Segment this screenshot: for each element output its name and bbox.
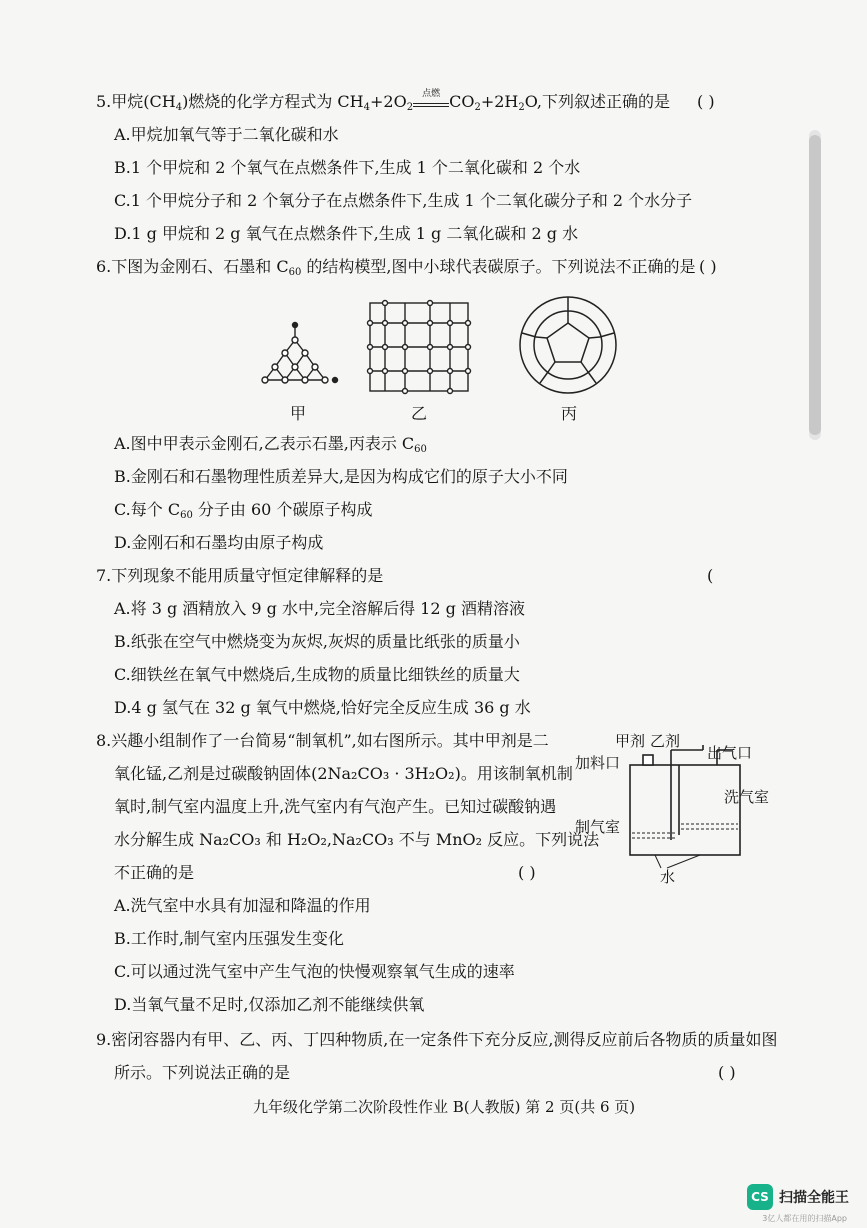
q6-answer-bracket[interactable]: ( )	[699, 257, 717, 276]
label-chuqikou: 出气口	[707, 744, 753, 762]
q6-stem-sub: 60	[288, 267, 302, 278]
q8-option-b: B.工作时,制气室内压强发生变化	[114, 929, 344, 948]
label-xiqishi: 洗气室	[724, 788, 770, 806]
q5-sub2-a: 2	[406, 102, 414, 113]
q6-option-c-text-a: C.每个 C	[114, 500, 181, 519]
q6-option-a-text: A.图中甲表示金刚石,乙表示石墨,丙表示 C	[114, 434, 415, 453]
q8-line-5: 不正确的是	[114, 863, 195, 882]
figure-label-yi: 乙	[411, 404, 428, 423]
q8-line-4: 水分解生成 Na₂CO₃ 和 H₂O₂,Na₂CO₃ 不与 MnO₂ 反应。下列说法	[114, 830, 600, 849]
watermark-tagline: 3亿人都在用的扫描App	[762, 1214, 847, 1223]
q5-product2: +2H	[480, 92, 519, 111]
scrollbar-thumb[interactable]	[809, 135, 821, 435]
reaction-condition: 点燃	[422, 89, 441, 99]
carbon-structures-figure	[250, 295, 620, 400]
q6-option-a	[114, 433, 427, 461]
q6-stem	[96, 256, 696, 284]
q7-stem: 7.下列现象不能用质量守恒定律解释的是	[96, 566, 384, 585]
figure-label-jia: 甲	[290, 404, 307, 423]
q8-line-2: 氧化锰,乙剂是过碳酸钠固体(2Na₂CO₃ · 3H₂O₂)。用该制氧机制	[114, 764, 573, 783]
q5-stem	[96, 91, 670, 119]
q9-answer-bracket[interactable]: ( )	[718, 1063, 736, 1082]
q6-option-c-text-b: 分子由 60 个碳原子构成	[192, 500, 373, 519]
q5-sub2-b: 2	[474, 102, 481, 113]
label-yiji: 乙剂	[650, 732, 681, 750]
q6-option-c-sub: 60	[180, 510, 193, 521]
q5-mid1: )燃烧的化学方程式为 CH	[182, 92, 364, 111]
q5-option-d: D.1 g 甲烷和 2 g 氧气在点燃条件下,生成 1 g 二氧化碳和 2 g 水	[114, 224, 579, 243]
q8-option-a: A.洗气室中水具有加湿和降温的作用	[114, 896, 371, 915]
q5-tail: O,下列叙述正确的是	[524, 92, 671, 111]
q6-stem-b: 的结构模型,图中小球代表碳原子。下列说法不正确的是	[301, 257, 696, 276]
q5-option-c: C.1 个甲烷分子和 2 个氧分子在点燃条件下,生成 1 个二氧化碳分子和 2 个水分子	[114, 191, 693, 210]
q7-answer-bracket[interactable]: (	[707, 566, 714, 585]
q7-option-c: C.细铁丝在氧气中燃烧后,生成物的质量比细铁丝的质量大	[114, 665, 520, 684]
figure-label-bing: 丙	[561, 404, 578, 423]
graphite-model	[368, 301, 471, 394]
q5-sub4-a: 4	[175, 102, 183, 113]
q8-option-d: D.当氧气量不足时,仅添加乙剂不能继续供氧	[114, 995, 425, 1014]
q7-option-b: B.纸张在空气中燃烧变为灰烬,灰烬的质量比纸张的质量小	[114, 632, 520, 651]
q5-sub2-c: 2	[518, 102, 525, 113]
q5-product1: CO	[449, 92, 475, 111]
page-footer: 九年级化学第二次阶段性作业 B(人教版) 第 2 页(共 6 页)	[253, 1098, 636, 1116]
q7-option-d: D.4 g 氢气在 32 g 氧气中燃烧,恰好完全反应生成 36 g 水	[114, 698, 531, 717]
q6-option-c	[114, 499, 372, 527]
q8-line-1: 8.兴趣小组制作了一台简易“制氧机”,如右图所示。其中甲剂是二	[96, 731, 549, 750]
q5-option-b: B.1 个甲烷和 2 个氧气在点燃条件下,生成 1 个二氧化碳和 2 个水	[114, 158, 581, 177]
watermark-app-name: 扫描全能王	[779, 1190, 849, 1206]
label-zhiqishi: 制气室	[575, 818, 621, 836]
q6-option-a-sub: 60	[414, 444, 427, 455]
q5-sub4-b: 4	[363, 102, 370, 113]
q5-mid2: +2O	[370, 92, 407, 111]
q6-stem-a: 6.下图为金刚石、石墨和 C	[96, 257, 289, 276]
reaction-arrow	[413, 89, 449, 107]
label-jiaji: 甲剂	[615, 732, 646, 750]
diamond-model	[262, 323, 338, 384]
q9-line-1: 9.密闭容器内有甲、乙、丙、丁四种物质,在一定条件下充分反应,测得反应前后各物质的质量如图	[96, 1030, 778, 1049]
label-jialiaokou: 加料口	[575, 754, 621, 772]
q8-line-3: 氧时,制气室内温度上升,洗气室内有气泡产生。已知过碳酸钠遇	[114, 797, 557, 816]
q8-option-c: C.可以通过洗气室中产生气泡的快慢观察氧气生成的速率	[114, 962, 515, 981]
q5-prefix: 5.甲烷(CH	[96, 92, 176, 111]
label-shui: 水	[660, 868, 676, 886]
q6-option-b: B.金刚石和石墨物理性质差异大,是因为构成它们的原子大小不同	[114, 467, 568, 486]
camscanner-logo-icon: CS	[747, 1184, 773, 1210]
scanner-watermark	[747, 1184, 849, 1210]
q8-answer-bracket[interactable]: ( )	[518, 863, 536, 882]
c60-model	[520, 297, 616, 393]
q5-answer-bracket[interactable]: ( )	[697, 92, 715, 111]
q7-option-a: A.将 3 g 酒精放入 9 g 水中,完全溶解后得 12 g 酒精溶液	[114, 599, 525, 618]
q5-option-a: A.甲烷加氧气等于二氧化碳和水	[114, 125, 339, 144]
q9-line-2: 所示。下列说法正确的是	[114, 1063, 291, 1082]
q6-option-d: D.金刚石和石墨均由原子构成	[114, 533, 324, 552]
